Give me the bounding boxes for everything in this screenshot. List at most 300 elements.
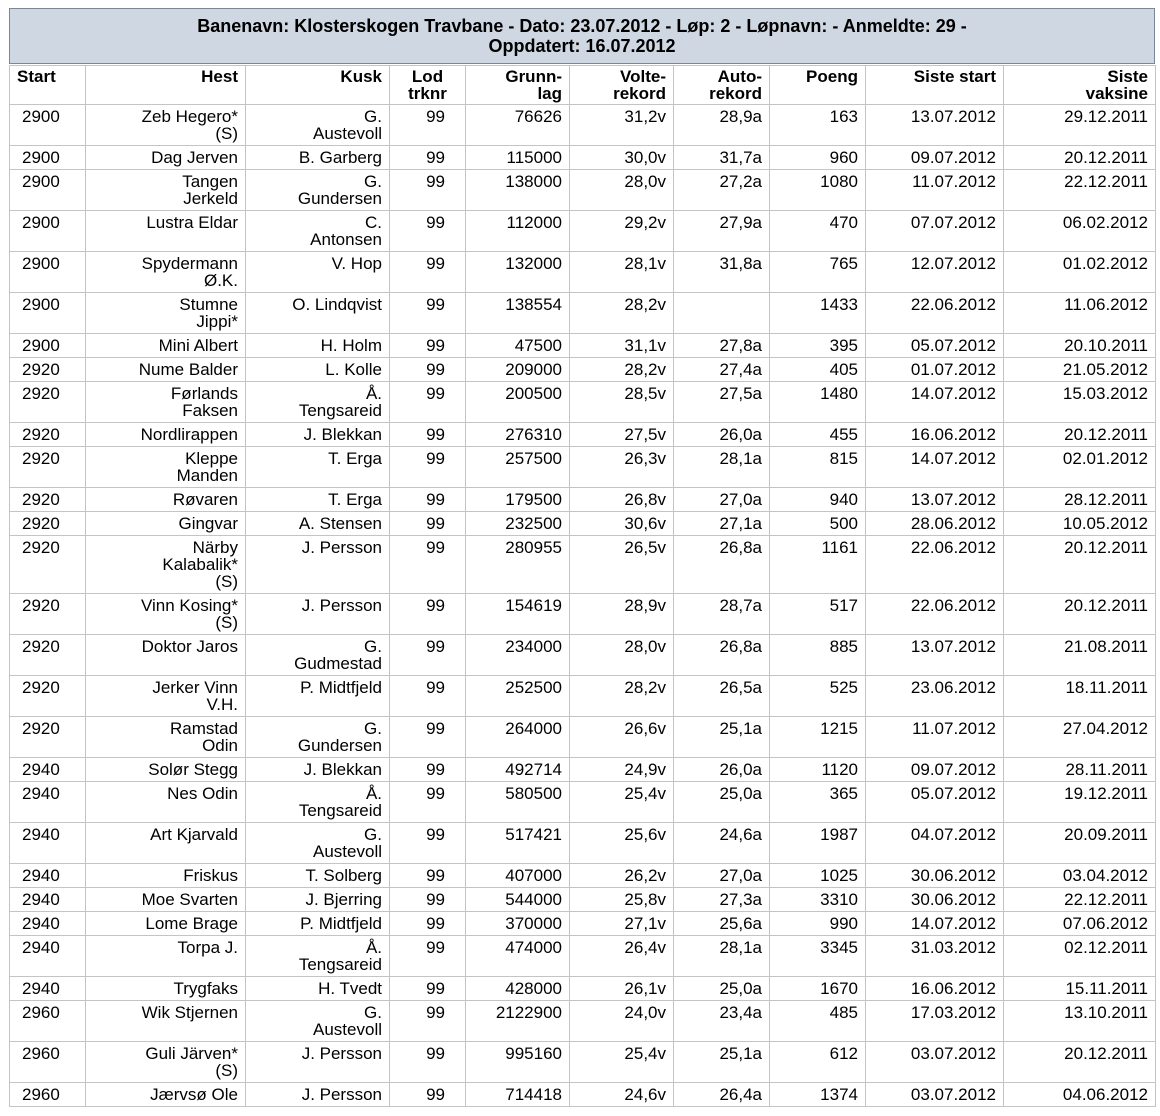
- cell-siste-start: 14.07.2012: [866, 912, 1004, 936]
- cell-start: 2940: [10, 936, 86, 977]
- cell-hest: [86, 536, 246, 594]
- cell-kusk-line: Tengsareid: [298, 801, 382, 820]
- cell-start: 2940: [10, 782, 86, 823]
- cell-hest-line: (S): [215, 613, 238, 632]
- cell-hest-line: (S): [215, 572, 238, 591]
- cell-start: 2920: [10, 536, 86, 594]
- cell-start: 2940: [10, 977, 86, 1001]
- table-row: [10, 293, 1156, 334]
- cell-kusk-line: Gundersen: [297, 736, 382, 755]
- cell-start: 2900: [10, 252, 86, 293]
- table-row: [10, 358, 1156, 382]
- cell-siste-start: 11.07.2012: [866, 170, 1004, 211]
- col-header-siste-start: Siste start: [866, 66, 1004, 105]
- cell-kusk-line: Austevoll: [313, 124, 382, 143]
- cell-lod: 99: [390, 423, 466, 447]
- table-row: [10, 382, 1156, 423]
- cell-kusk-line: Austevoll: [313, 1020, 382, 1039]
- cell-poeng: 517: [770, 594, 866, 635]
- cell-start: 2920: [10, 358, 86, 382]
- table-row: [10, 823, 1156, 864]
- cell-autorekord: 31,8a: [674, 252, 770, 293]
- cell-lod: 99: [390, 1083, 466, 1107]
- cell-volterekord: 28,5v: [570, 382, 674, 423]
- cell-lod: 99: [390, 512, 466, 536]
- table-row: [10, 594, 1156, 635]
- cell-kusk: [246, 782, 390, 823]
- cell-kusk-line: Gundersen: [297, 189, 382, 208]
- cell-start: 2960: [10, 1001, 86, 1042]
- cell-volterekord: 28,0v: [570, 170, 674, 211]
- cell-hest-line: Kleppe: [185, 449, 238, 468]
- cell-start: 2920: [10, 635, 86, 676]
- cell-start: 2940: [10, 758, 86, 782]
- cell-hest-line: Jippi*: [196, 312, 238, 331]
- cell-autorekord: 27,3a: [674, 888, 770, 912]
- cell-poeng: 163: [770, 105, 866, 146]
- cell-start: 2920: [10, 717, 86, 758]
- cell-lod: 99: [390, 1001, 466, 1042]
- cell-siste-vaksine: 22.12.2011: [1004, 170, 1156, 211]
- cell-siste-start: 13.07.2012: [866, 635, 1004, 676]
- cell-hest-line: Wik Stjernen: [141, 1003, 238, 1022]
- cell-siste-start: 09.07.2012: [866, 758, 1004, 782]
- cell-kusk-line: H. Tvedt: [318, 979, 382, 998]
- cell-hest: [86, 105, 246, 146]
- cell-grunnlag: 112000: [466, 211, 570, 252]
- cell-autorekord: [674, 293, 770, 334]
- table-row: [10, 888, 1156, 912]
- table-row: [10, 252, 1156, 293]
- cell-poeng: 455: [770, 423, 866, 447]
- cell-siste-start: 12.07.2012: [866, 252, 1004, 293]
- cell-autorekord: 27,8a: [674, 334, 770, 358]
- cell-siste-vaksine: 20.12.2011: [1004, 536, 1156, 594]
- cell-hest-line: (S): [215, 1061, 238, 1080]
- cell-kusk: [246, 864, 390, 888]
- cell-volterekord: 26,8v: [570, 488, 674, 512]
- entries-table: [9, 65, 1156, 1107]
- cell-volterekord: 31,2v: [570, 105, 674, 146]
- cell-poeng: 960: [770, 146, 866, 170]
- entries-body: [10, 105, 1156, 1107]
- cell-grunnlag: 276310: [466, 423, 570, 447]
- cell-autorekord: 25,0a: [674, 782, 770, 823]
- cell-siste-start: 05.07.2012: [866, 782, 1004, 823]
- cell-siste-vaksine: 19.12.2011: [1004, 782, 1156, 823]
- cell-siste-vaksine: 04.06.2012: [1004, 1083, 1156, 1107]
- cell-lod: 99: [390, 358, 466, 382]
- cell-siste-start: 17.03.2012: [866, 1001, 1004, 1042]
- cell-poeng: 3310: [770, 888, 866, 912]
- cell-start: 2960: [10, 1083, 86, 1107]
- table-row: [10, 536, 1156, 594]
- cell-hest-line: Torpa J.: [177, 938, 238, 957]
- cell-siste-start: 14.07.2012: [866, 447, 1004, 488]
- cell-autorekord: 26,0a: [674, 758, 770, 782]
- cell-grunnlag: 995160: [466, 1042, 570, 1083]
- cell-poeng: 1120: [770, 758, 866, 782]
- cell-siste-start: 04.07.2012: [866, 823, 1004, 864]
- cell-lod: 99: [390, 334, 466, 358]
- cell-hest-line: Trygfaks: [173, 979, 238, 998]
- table-row: [10, 676, 1156, 717]
- cell-kusk: [246, 676, 390, 717]
- col-header-poeng: Poeng: [770, 66, 866, 105]
- cell-kusk: [246, 211, 390, 252]
- cell-siste-start: 23.06.2012: [866, 676, 1004, 717]
- cell-poeng: 815: [770, 447, 866, 488]
- cell-siste-vaksine: 03.04.2012: [1004, 864, 1156, 888]
- cell-volterekord: 28,1v: [570, 252, 674, 293]
- cell-volterekord: 25,4v: [570, 782, 674, 823]
- col-header-lod: Lod trknr: [390, 66, 466, 105]
- cell-kusk: [246, 977, 390, 1001]
- cell-volterekord: 24,6v: [570, 1083, 674, 1107]
- table-row: [10, 782, 1156, 823]
- cell-poeng: 485: [770, 1001, 866, 1042]
- col-header-start: Start: [10, 66, 86, 105]
- cell-siste-vaksine: 20.12.2011: [1004, 146, 1156, 170]
- cell-volterekord: 26,3v: [570, 447, 674, 488]
- cell-kusk: [246, 936, 390, 977]
- cell-kusk-line: P. Midtfjeld: [300, 914, 382, 933]
- cell-siste-start: 14.07.2012: [866, 382, 1004, 423]
- cell-volterekord: 26,4v: [570, 936, 674, 977]
- cell-kusk-line: Antonsen: [310, 230, 382, 249]
- cell-grunnlag: 154619: [466, 594, 570, 635]
- cell-hest: [86, 676, 246, 717]
- cell-poeng: 765: [770, 252, 866, 293]
- cell-volterekord: 28,2v: [570, 358, 674, 382]
- table-row: [10, 717, 1156, 758]
- cell-start: 2900: [10, 293, 86, 334]
- cell-siste-vaksine: 18.11.2011: [1004, 676, 1156, 717]
- cell-lod: 99: [390, 823, 466, 864]
- cell-siste-start: 13.07.2012: [866, 488, 1004, 512]
- table-row: [10, 912, 1156, 936]
- cell-siste-start: 03.07.2012: [866, 1083, 1004, 1107]
- cell-siste-start: 22.06.2012: [866, 536, 1004, 594]
- col-header-siste-vaksine: Siste vaksine: [1004, 66, 1156, 105]
- table-row: [10, 447, 1156, 488]
- cell-grunnlag: 580500: [466, 782, 570, 823]
- cell-volterekord: 31,1v: [570, 334, 674, 358]
- cell-autorekord: 26,8a: [674, 536, 770, 594]
- cell-siste-start: 22.06.2012: [866, 594, 1004, 635]
- cell-poeng: 405: [770, 358, 866, 382]
- cell-kusk-line: J. Bjerring: [305, 890, 382, 909]
- cell-grunnlag: 257500: [466, 447, 570, 488]
- table-row: [10, 211, 1156, 252]
- cell-hest-line: Stumne: [179, 295, 238, 314]
- cell-siste-vaksine: 02.01.2012: [1004, 447, 1156, 488]
- cell-kusk: [246, 823, 390, 864]
- cell-hest-line: Solør Stegg: [148, 760, 238, 779]
- cell-kusk: [246, 512, 390, 536]
- cell-kusk-line: J. Blekkan: [303, 760, 382, 779]
- cell-kusk-line: Gudmestad: [294, 654, 382, 673]
- cell-autorekord: 28,7a: [674, 594, 770, 635]
- cell-siste-vaksine: 15.03.2012: [1004, 382, 1156, 423]
- cell-hest: [86, 252, 246, 293]
- cell-start: 2900: [10, 105, 86, 146]
- cell-autorekord: 24,6a: [674, 823, 770, 864]
- cell-grunnlag: 138000: [466, 170, 570, 211]
- cell-lod: 99: [390, 488, 466, 512]
- cell-hest: [86, 635, 246, 676]
- cell-autorekord: 26,4a: [674, 1083, 770, 1107]
- cell-kusk: [246, 252, 390, 293]
- cell-autorekord: 26,0a: [674, 423, 770, 447]
- cell-poeng: 885: [770, 635, 866, 676]
- cell-grunnlag: 132000: [466, 252, 570, 293]
- cell-lod: 99: [390, 717, 466, 758]
- cell-hest: [86, 977, 246, 1001]
- cell-hest: [86, 382, 246, 423]
- col-header-volterekord: Volte- rekord: [570, 66, 674, 105]
- cell-poeng: 470: [770, 211, 866, 252]
- cell-siste-vaksine: 22.12.2011: [1004, 888, 1156, 912]
- cell-autorekord: 25,0a: [674, 977, 770, 1001]
- cell-kusk-line: H. Holm: [320, 336, 382, 355]
- cell-lod: 99: [390, 676, 466, 717]
- cell-kusk-line: Austevoll: [313, 842, 382, 861]
- cell-kusk-line: T. Erga: [328, 490, 382, 509]
- cell-siste-vaksine: 29.12.2011: [1004, 105, 1156, 146]
- cell-siste-start: 07.07.2012: [866, 211, 1004, 252]
- table-row: [10, 512, 1156, 536]
- cell-grunnlag: 264000: [466, 717, 570, 758]
- cell-hest: [86, 717, 246, 758]
- cell-volterekord: 25,6v: [570, 823, 674, 864]
- cell-poeng: 1080: [770, 170, 866, 211]
- cell-lod: 99: [390, 252, 466, 293]
- cell-volterekord: 29,2v: [570, 211, 674, 252]
- cell-hest: [86, 423, 246, 447]
- cell-kusk: [246, 382, 390, 423]
- cell-poeng: 1987: [770, 823, 866, 864]
- cell-hest-line: Nordlirappen: [140, 425, 238, 444]
- cell-hest-line: Ramstad: [169, 719, 238, 738]
- table-row: [10, 105, 1156, 146]
- cell-lod: 99: [390, 936, 466, 977]
- cell-autorekord: 25,1a: [674, 717, 770, 758]
- cell-lod: 99: [390, 382, 466, 423]
- cell-volterekord: 28,2v: [570, 676, 674, 717]
- cell-kusk: [246, 536, 390, 594]
- cell-siste-start: 11.07.2012: [866, 717, 1004, 758]
- cell-lod: 99: [390, 864, 466, 888]
- cell-grunnlag: 2122900: [466, 1001, 570, 1042]
- cell-hest-line: Lustra Eldar: [146, 213, 238, 232]
- cell-start: 2940: [10, 888, 86, 912]
- table-row: [10, 1042, 1156, 1083]
- cell-hest-line: Doktor Jaros: [141, 637, 238, 656]
- cell-lod: 99: [390, 536, 466, 594]
- col-header-hest: Hest: [86, 66, 246, 105]
- cell-hest-line: Lome Brage: [145, 914, 238, 933]
- table-row: [10, 758, 1156, 782]
- cell-poeng: 1480: [770, 382, 866, 423]
- cell-poeng: 500: [770, 512, 866, 536]
- cell-siste-vaksine: 20.10.2011: [1004, 334, 1156, 358]
- cell-hest: [86, 447, 246, 488]
- cell-volterekord: 30,6v: [570, 512, 674, 536]
- cell-kusk-line: C.: [365, 213, 382, 232]
- cell-hest-line: Gingvar: [178, 514, 238, 533]
- cell-kusk-line: Å.: [365, 784, 382, 803]
- report-title: [9, 8, 1155, 64]
- cell-hest: [86, 1042, 246, 1083]
- cell-hest: [86, 594, 246, 635]
- cell-start: 2920: [10, 382, 86, 423]
- cell-start: 2920: [10, 488, 86, 512]
- cell-autorekord: 27,2a: [674, 170, 770, 211]
- cell-hest-line: Førlands: [170, 384, 238, 403]
- cell-grunnlag: 544000: [466, 888, 570, 912]
- table-row: [10, 146, 1156, 170]
- cell-hest: [86, 1083, 246, 1107]
- cell-kusk-line: G.: [364, 1003, 382, 1022]
- cell-siste-start: 01.07.2012: [866, 358, 1004, 382]
- cell-hest-line: Spydermann: [141, 254, 238, 273]
- cell-kusk-line: T. Erga: [328, 449, 382, 468]
- cell-hest: [86, 888, 246, 912]
- cell-hest: [86, 488, 246, 512]
- cell-kusk-line: J. Persson: [301, 1085, 382, 1104]
- cell-lod: 99: [390, 170, 466, 211]
- report-title-line1: Banenavn: Klosterskogen Travbane - Dato: 23.07.2012 - Løp: 2 - Løpnavn: - Anmeldte: 29 -: [197, 16, 967, 36]
- cell-hest-line: Jærvsø Ole: [150, 1085, 238, 1104]
- cell-autorekord: 27,5a: [674, 382, 770, 423]
- cell-hest: [86, 782, 246, 823]
- cell-kusk: [246, 358, 390, 382]
- cell-hest: [86, 512, 246, 536]
- cell-kusk-line: G.: [364, 107, 382, 126]
- cell-autorekord: 28,9a: [674, 105, 770, 146]
- cell-poeng: 990: [770, 912, 866, 936]
- cell-kusk: [246, 334, 390, 358]
- col-header-kusk: Kusk: [246, 66, 390, 105]
- table-row: [10, 1001, 1156, 1042]
- cell-kusk-line: J. Blekkan: [303, 425, 382, 444]
- cell-lod: 99: [390, 211, 466, 252]
- cell-hest-line: Zeb Hegero*: [141, 107, 238, 126]
- cell-start: 2960: [10, 1042, 86, 1083]
- cell-volterekord: 27,1v: [570, 912, 674, 936]
- cell-hest: [86, 864, 246, 888]
- cell-kusk-line: G.: [364, 825, 382, 844]
- cell-hest: [86, 334, 246, 358]
- cell-autorekord: 27,4a: [674, 358, 770, 382]
- cell-kusk-line: G.: [364, 719, 382, 738]
- cell-autorekord: 25,1a: [674, 1042, 770, 1083]
- cell-grunnlag: 200500: [466, 382, 570, 423]
- cell-poeng: 525: [770, 676, 866, 717]
- cell-grunnlag: 517421: [466, 823, 570, 864]
- cell-kusk: [246, 170, 390, 211]
- cell-kusk-line: V. Hop: [331, 254, 382, 273]
- cell-siste-start: 30.06.2012: [866, 888, 1004, 912]
- cell-poeng: 3345: [770, 936, 866, 977]
- cell-hest-line: Kalabalik*: [162, 555, 238, 574]
- cell-grunnlag: 252500: [466, 676, 570, 717]
- cell-kusk-line: Tengsareid: [298, 955, 382, 974]
- table-row: [10, 864, 1156, 888]
- cell-siste-vaksine: 20.09.2011: [1004, 823, 1156, 864]
- cell-siste-start: 03.07.2012: [866, 1042, 1004, 1083]
- cell-lod: 99: [390, 1042, 466, 1083]
- cell-lod: 99: [390, 782, 466, 823]
- cell-hest-line: Røvaren: [172, 490, 238, 509]
- cell-kusk: [246, 888, 390, 912]
- cell-siste-vaksine: 13.10.2011: [1004, 1001, 1156, 1042]
- cell-siste-start: 28.06.2012: [866, 512, 1004, 536]
- cell-autorekord: 26,8a: [674, 635, 770, 676]
- cell-volterekord: 24,0v: [570, 1001, 674, 1042]
- cell-kusk: [246, 1001, 390, 1042]
- cell-siste-vaksine: 01.02.2012: [1004, 252, 1156, 293]
- cell-autorekord: 25,6a: [674, 912, 770, 936]
- cell-hest: [86, 823, 246, 864]
- cell-siste-vaksine: 06.02.2012: [1004, 211, 1156, 252]
- cell-siste-start: 13.07.2012: [866, 105, 1004, 146]
- cell-siste-vaksine: 07.06.2012: [1004, 912, 1156, 936]
- cell-lod: 99: [390, 758, 466, 782]
- cell-kusk-line: L. Kolle: [325, 360, 382, 379]
- cell-grunnlag: 474000: [466, 936, 570, 977]
- cell-hest-line: Moe Svarten: [141, 890, 238, 909]
- cell-siste-vaksine: 28.11.2011: [1004, 758, 1156, 782]
- cell-grunnlag: 138554: [466, 293, 570, 334]
- cell-poeng: 1025: [770, 864, 866, 888]
- table-row: [10, 488, 1156, 512]
- cell-volterekord: 28,2v: [570, 293, 674, 334]
- cell-kusk: [246, 1083, 390, 1107]
- cell-hest-line: Jerkeld: [183, 189, 238, 208]
- cell-lod: 99: [390, 635, 466, 676]
- cell-autorekord: 23,4a: [674, 1001, 770, 1042]
- cell-kusk-line: G.: [364, 172, 382, 191]
- cell-hest-line: Nume Balder: [138, 360, 238, 379]
- cell-hest-line: Vinn Kosing*: [140, 596, 238, 615]
- cell-poeng: 940: [770, 488, 866, 512]
- cell-start: 2900: [10, 170, 86, 211]
- cell-siste-vaksine: 20.12.2011: [1004, 1042, 1156, 1083]
- cell-hest: [86, 758, 246, 782]
- cell-hest-line: Guli Järven*: [145, 1044, 238, 1063]
- cell-hest-line: (S): [215, 124, 238, 143]
- cell-volterekord: 26,6v: [570, 717, 674, 758]
- cell-kusk-line: J. Persson: [301, 538, 382, 557]
- cell-autorekord: 27,9a: [674, 211, 770, 252]
- cell-hest: [86, 146, 246, 170]
- cell-autorekord: 28,1a: [674, 936, 770, 977]
- cell-siste-vaksine: 28.12.2011: [1004, 488, 1156, 512]
- cell-hest-line: Faksen: [182, 401, 238, 420]
- col-header-grunnlag: Grunn- lag: [466, 66, 570, 105]
- cell-lod: 99: [390, 912, 466, 936]
- table-row: [10, 334, 1156, 358]
- cell-kusk-line: T. Solberg: [305, 866, 382, 885]
- cell-siste-vaksine: 20.12.2011: [1004, 423, 1156, 447]
- cell-volterekord: 26,1v: [570, 977, 674, 1001]
- cell-lod: 99: [390, 146, 466, 170]
- cell-kusk: [246, 146, 390, 170]
- cell-lod: 99: [390, 105, 466, 146]
- cell-hest: [86, 170, 246, 211]
